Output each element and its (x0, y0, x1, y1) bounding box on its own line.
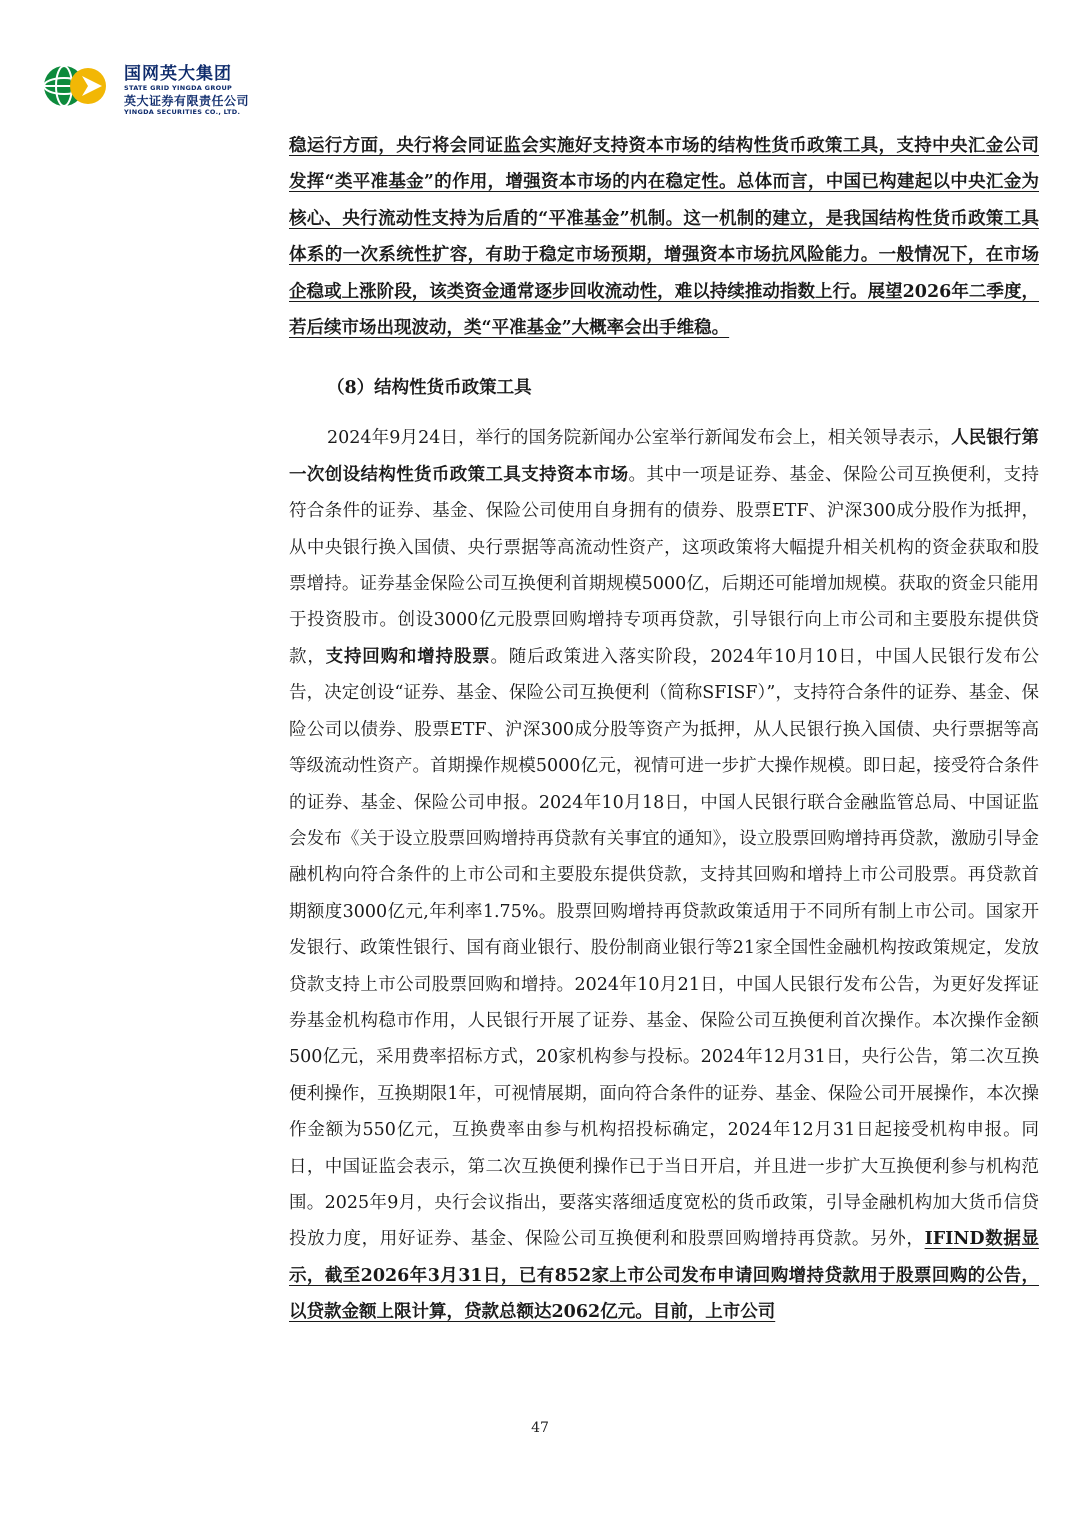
company-logo (42, 62, 292, 126)
paragraph-intro (289, 128, 1039, 346)
text-run: 。其中一项是证券、基金、保险公司互换便利，支持符合条件的证券、基金、保险公司使用自身拥有的债券、股票ETF、沪深300成分股作为抵押，从中央银行换入国债、央行票据等高流动性资产，这项政策将大幅提升相关机构的资金获取和股票增持。证券基金保险公司互换便利首期规模5000亿，后期还可能增加规模。获取的资金只能用于投资股市。创设3000亿元股票回购增持专项再贷款，引导银行向上市公司和主要股东提供贷款， (289, 464, 1040, 667)
highlighted-text: 稳运行方面，央行将会同证监会实施好支持资本市场的结构性货币政策工具，支持中央汇金公司发挥“类平准基金”的作用，增强资本市场的内在稳定性。总体而言，中国已构建起以中央汇金为核心、央行流动性支持为后盾的“平准基金”机制。这一机制的建立，是我国结构性货币政策工具体系的一次系统性扩容，有助于稳定市场预期，增强资本市场抗风险能力。一般情况下，在市场企稳或上涨阶段，该类资金通常逐步回收流动性，难以持续推动指数上行。展望2026年二季度，若后续市场出现波动，类“平准基金”大概率会出手维稳。 (289, 136, 1039, 339)
logo-group-name-en: STATE GRID YINGDA GROUP (124, 84, 233, 92)
text-run: 。随后政策进入落实阶段，2024年10月10日，中国人民银行发布公告，决定创设“证券、基金、保险公司互换便利（简称SFISF）”，支持符合条件的证券、基金、保险公司以债券、股票ETF、沪深300成分股等资产为抵押，从人民银行换入国债、央行票据等高等级流动性资产。首期操作规模5000亿元，视情可进一步扩大操作规模。即日起，接受符合条件的证券、基金、保险公司申报。2024年10月18日，中国人民银行联合金融监管总局、中国证监会发布《关于设立股票回购增持再贷款有关事宜的通知》，设立股票回购增持再贷款，激励引导金融机构向符合条件的上市公司和主要股东提供贷款，支持其回购和增持上市公司股票。再贷款首期额度3000亿元,年利率1.75%。股票回购增持再贷款政策适用于不同所有制上市公司。国家开发银行、政策性银行、国有商业银行、股份制商业银行等21家全国性金融机构按政策规定，发放贷款支持上市公司股票回购和增持。2024年10月21日，中国人民银行发布公告，为更好发挥证券基金机构稳市作用，人民银行开展了证券、基金、保险公司互换便利首次操作。本次操作金额500亿元，采用费率招标方式，20家机构参与投标。2024年12月31日，央行公告，第二次互换便利操作，互换期限1年，可视情展期，面向符合条件的证券、基金、保险公司开展操作，本次操作金额为550亿元，互换费率由参与机构招投标确定，2024年12月31日起接受机构申报。同日，中国证监会表示，第二次互换便利操作已于当日开启，并且进一步扩大互换便利参与机构范围。2025年9月，央行会议指出，要落实落细适度宽松的货币政策，引导金融机构加大货币信贷投放力度，用好证券、基金、保险公司互换便利和股票回购增持再贷款。另外， (289, 646, 1040, 1250)
logo-text (124, 66, 249, 115)
logo-group-name: 国网英大集团 (124, 64, 232, 84)
document-body (289, 128, 1039, 1331)
bold-text: 人民银行第一次创设结构性货币政策工具支持资本市场 (289, 428, 1040, 485)
logo-company-name: 英大证券有限责任公司 (124, 93, 250, 108)
bold-text: 支持回购和增持股票 (325, 646, 491, 667)
section-heading: （8）结构性货币政策工具 (327, 378, 532, 399)
page-number: 47 (531, 1420, 549, 1436)
logo-company-name-en: YINGDA SECURITIES CO., LTD. (124, 107, 241, 116)
text-run: 2024年9月24日，举行的国务院新闻办公室举行新闻发布会上，相关领导表示， (327, 428, 952, 449)
highlighted-text: IFIND数据显示，截至2026年3月31日，已有852家上市公司发布申请回购增持贷款用于股票回购的公告，以贷款金额上限计算，贷款总额达2062亿元。目前，上市公司 (289, 1229, 1040, 1323)
paragraph-main (289, 420, 1039, 1330)
globe-logo-icon (42, 64, 112, 108)
